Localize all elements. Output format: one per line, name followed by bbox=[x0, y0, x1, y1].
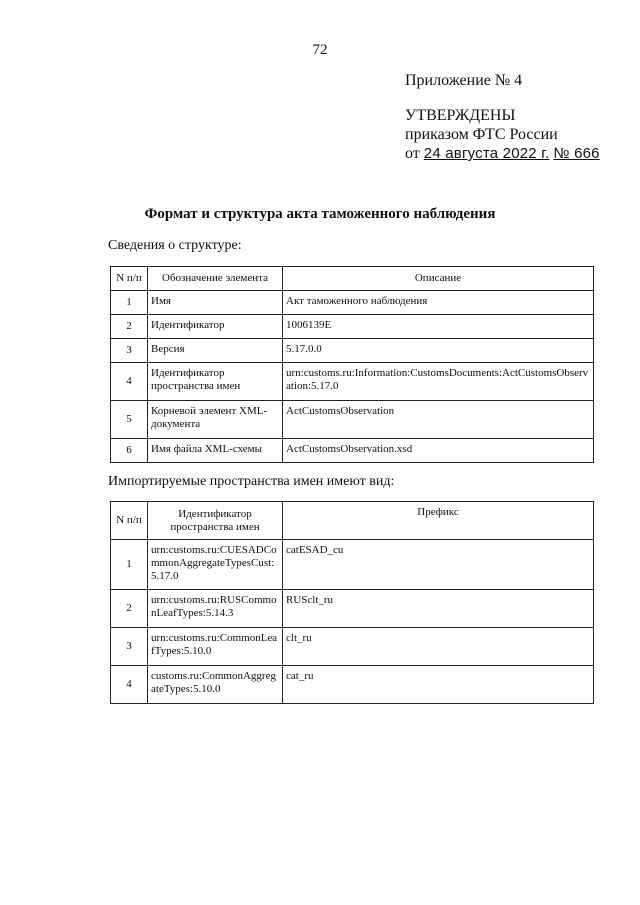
element-description: ActCustomsObservation.xsd bbox=[283, 439, 594, 463]
namespace-prefix: cat_ru bbox=[283, 666, 594, 704]
namespace-id: urn:customs.ru:RUSCommonLeafTypes:5.14.3 bbox=[148, 590, 283, 628]
table-row bbox=[111, 540, 594, 590]
row-number: 4 bbox=[111, 363, 148, 401]
row-number: 1 bbox=[111, 540, 148, 590]
row-number: 3 bbox=[111, 628, 148, 666]
element-name: Имя bbox=[148, 291, 283, 315]
table-row bbox=[111, 666, 594, 704]
table-header-row bbox=[111, 502, 594, 540]
row-number: 4 bbox=[111, 666, 148, 704]
order-from: от bbox=[405, 145, 420, 162]
table-row bbox=[111, 401, 594, 439]
table-row bbox=[111, 291, 594, 315]
element-description: ActCustomsObservation bbox=[283, 401, 594, 439]
namespace-prefix: catESAD_cu bbox=[283, 540, 594, 590]
row-number: 5 bbox=[111, 401, 148, 439]
element-name: Идентификатор пространства имен bbox=[148, 363, 283, 401]
element-description: Акт таможенного наблюдения bbox=[283, 291, 594, 315]
namespace-prefix: RUSclt_ru bbox=[283, 590, 594, 628]
structure-table bbox=[110, 266, 594, 463]
element-name: Версия bbox=[148, 339, 283, 363]
row-number: 1 bbox=[111, 291, 148, 315]
column-header: N п/п bbox=[111, 267, 148, 291]
row-number: 2 bbox=[111, 315, 148, 339]
column-header: N п/п bbox=[111, 502, 148, 540]
column-header: Обозначение элемента bbox=[148, 267, 283, 291]
order-date: 24 августа 2022 г. bbox=[423, 145, 550, 162]
namespaces-table bbox=[110, 501, 594, 704]
row-number: 3 bbox=[111, 339, 148, 363]
table-row bbox=[111, 628, 594, 666]
table-row bbox=[111, 339, 594, 363]
table-row bbox=[111, 363, 594, 401]
table-row bbox=[111, 315, 594, 339]
table-header-row bbox=[111, 267, 594, 291]
row-number: 6 bbox=[111, 439, 148, 463]
order-label: приказом ФТС России bbox=[405, 126, 558, 143]
row-number: 2 bbox=[111, 590, 148, 628]
table-row bbox=[111, 590, 594, 628]
namespace-id: customs.ru:CommonAggregateTypes:5.10.0 bbox=[148, 666, 283, 704]
order-date-line bbox=[405, 144, 600, 163]
namespace-id: urn:customs.ru:CommonLeafTypes:5.10.0 bbox=[148, 628, 283, 666]
column-header: Описание bbox=[283, 267, 594, 291]
element-name: Корневой элемент XML-документа bbox=[148, 401, 283, 439]
order-number: № 666 bbox=[553, 145, 600, 162]
structure-heading: Сведения о структуре: bbox=[108, 238, 242, 253]
namespaces-heading: Импортируемые пространства имен имеют вид: bbox=[108, 474, 395, 489]
page-number: 72 bbox=[312, 42, 328, 58]
element-name: Идентификатор bbox=[148, 315, 283, 339]
column-header: Идентификатор пространства имен bbox=[148, 502, 283, 540]
approved-label: УТВЕРЖДЕНЫ bbox=[405, 107, 516, 124]
element-description: urn:customs.ru:Information:CustomsDocuments:ActCustomsObservation:5.17.0 bbox=[283, 363, 594, 401]
namespace-prefix: clt_ru bbox=[283, 628, 594, 666]
document-title: Формат и структура акта таможенного наблюдения bbox=[144, 206, 496, 222]
element-description: 5.17.0.0 bbox=[283, 339, 594, 363]
approval-block bbox=[405, 106, 600, 163]
appendix-label: Приложение № 4 bbox=[405, 72, 523, 89]
column-header: Префикс bbox=[283, 502, 594, 540]
element-description: 1006139E bbox=[283, 315, 594, 339]
namespace-id: urn:customs.ru:CUESADCommonAggregateTypesCust:5.17.0 bbox=[148, 540, 283, 590]
table-row bbox=[111, 439, 594, 463]
element-name: Имя файла XML-схемы bbox=[148, 439, 283, 463]
